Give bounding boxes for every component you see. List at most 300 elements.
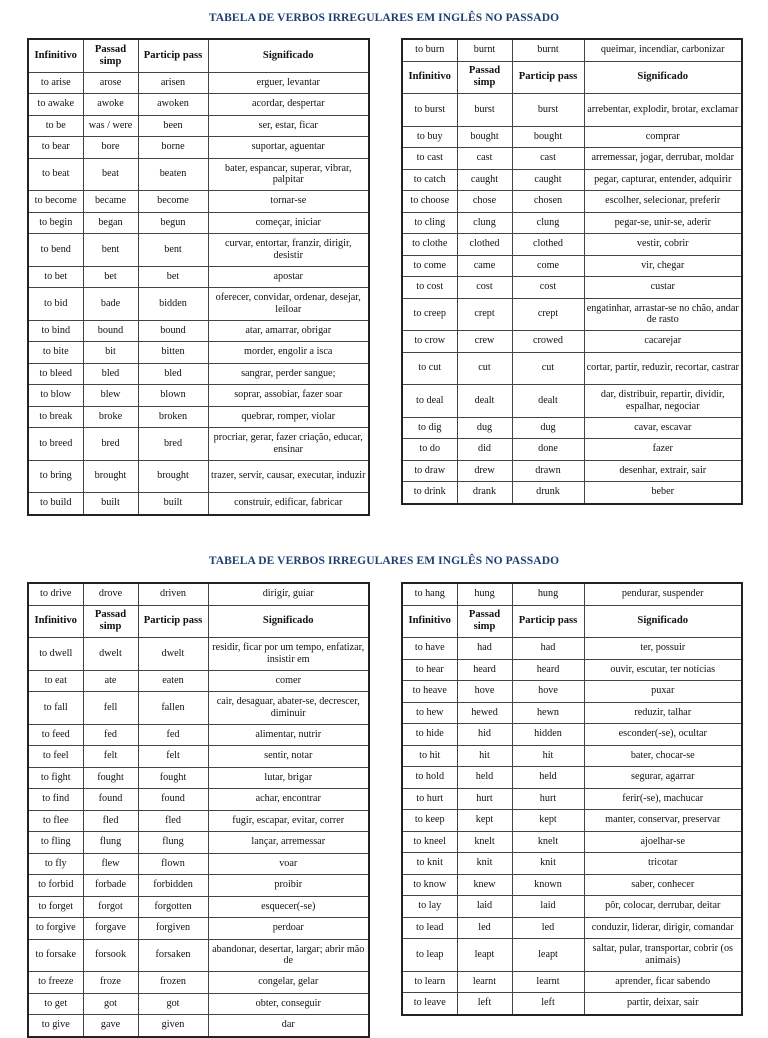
table-row (28, 363, 369, 385)
cell-meaning: saber, conhecer (584, 874, 742, 896)
cell-past-simple: left (457, 993, 512, 1015)
cell-past-participle: hung (512, 583, 584, 605)
cell-meaning: atar, amarrar, obrigar (208, 320, 369, 342)
table-row (402, 745, 742, 767)
cell-past-simple: built (83, 493, 138, 515)
cell-past-simple: blew (83, 385, 138, 407)
cell-meaning: lançar, arremessar (208, 832, 369, 854)
cell-infinitive: to bid (28, 288, 83, 321)
cell-meaning: erguer, levantar (208, 72, 369, 94)
cell-past-participle: forgotten (138, 896, 208, 918)
cell-past-participle: been (138, 115, 208, 137)
cell-infinitive: to hang (402, 583, 457, 605)
cell-infinitive: to cut (402, 352, 457, 385)
cell-infinitive: to bring (28, 460, 83, 493)
table-row (402, 191, 742, 213)
table-row (402, 917, 742, 939)
cell-past-simple: forsook (83, 939, 138, 972)
cell-past-participle: got (138, 993, 208, 1015)
cell-past-simple: knew (457, 874, 512, 896)
cell-past-simple: learnt (457, 971, 512, 993)
page-title: TABELA DE VERBOS IRREGULARES EM INGLÊS NO PASSADO (208, 555, 560, 567)
cell-meaning: pegar, capturar, entender, adquirir (584, 169, 742, 191)
cell-past-participle: flown (138, 853, 208, 875)
cell-past-simple: arose (83, 72, 138, 94)
cell-meaning: manter, conservar, preservar (584, 810, 742, 832)
table-row (402, 853, 742, 875)
cell-infinitive: to begin (28, 212, 83, 234)
header-row (28, 605, 369, 638)
cell-infinitive: to forsake (28, 939, 83, 972)
cell-infinitive: to drive (28, 583, 83, 605)
cell-infinitive: to cast (402, 148, 457, 170)
cell-past-participle: laid (512, 896, 584, 918)
cell-past-participle: become (138, 191, 208, 213)
cell-infinitive: to feed (28, 724, 83, 746)
cell-past-simple: dwelt (83, 638, 138, 671)
cell-infinitive: to forgive (28, 918, 83, 940)
table-row (28, 191, 369, 213)
cell-past-participle: beaten (138, 158, 208, 191)
cell-past-simple: bought (457, 126, 512, 148)
cell-past-simple: bled (83, 363, 138, 385)
cell-infinitive: to leave (402, 993, 457, 1015)
cell-past-simple: held (457, 767, 512, 789)
cell-past-simple: flew (83, 853, 138, 875)
cell-past-participle: caught (512, 169, 584, 191)
cell-past-participle: dwelt (138, 638, 208, 671)
table-row (402, 482, 742, 504)
cell-past-participle: hurt (512, 788, 584, 810)
cell-past-participle: bidden (138, 288, 208, 321)
table-row (402, 385, 742, 418)
cell-meaning: pegar-se, unir-se, aderir (584, 212, 742, 234)
cell-infinitive: to kneel (402, 831, 457, 853)
cell-past-participle: had (512, 638, 584, 660)
cell-infinitive: to fling (28, 832, 83, 854)
cell-past-participle: brought (138, 460, 208, 493)
cell-infinitive: to know (402, 874, 457, 896)
cell-meaning: cair, desaguar, abater-se, decrescer, diminuir (208, 692, 369, 725)
cell-past-simple: crept (457, 298, 512, 331)
cell-meaning: segurar, agarrar (584, 767, 742, 789)
table-row (28, 1015, 369, 1037)
verbs-table (401, 582, 743, 1016)
table-row (402, 417, 742, 439)
cell-past-simple: hewed (457, 702, 512, 724)
table-row (28, 670, 369, 692)
table-row (28, 832, 369, 854)
table-row (28, 385, 369, 407)
cell-meaning: voar (208, 853, 369, 875)
cell-past-participle: arisen (138, 72, 208, 94)
table-row (28, 158, 369, 191)
header-row (402, 605, 742, 638)
cell-meaning: abandonar, desertar, largar; abrir mão de (208, 939, 369, 972)
cell-meaning: vir, chegar (584, 255, 742, 277)
cell-infinitive: to be (28, 115, 83, 137)
cell-infinitive: to flee (28, 810, 83, 832)
cell-past-participle: leapt (512, 939, 584, 972)
cell-past-simple: clung (457, 212, 512, 234)
cell-meaning: congelar, gelar (208, 972, 369, 994)
cell-past-participle: heard (512, 659, 584, 681)
cell-past-simple: cast (457, 148, 512, 170)
cell-past-simple: fed (83, 724, 138, 746)
cell-past-simple: drank (457, 482, 512, 504)
cell-past-participle: cost (512, 277, 584, 299)
table-row (402, 788, 742, 810)
column-header: Significado (584, 61, 742, 94)
cell-past-participle: fallen (138, 692, 208, 725)
cell-past-participle: come (512, 255, 584, 277)
cell-infinitive: to hew (402, 702, 457, 724)
cell-past-participle: held (512, 767, 584, 789)
cell-past-simple: forbade (83, 875, 138, 897)
table-row (28, 212, 369, 234)
cell-infinitive: to bear (28, 137, 83, 159)
page-title: TABELA DE VERBOS IRREGULARES EM INGLÊS NO PASSADO (208, 12, 560, 24)
cell-meaning: engatinhar, arrastar-se no chão, andar de rasto (584, 298, 742, 331)
table-row (402, 767, 742, 789)
table-row (28, 789, 369, 811)
cell-past-participle: given (138, 1015, 208, 1037)
cell-past-simple: came (457, 255, 512, 277)
table-row (402, 659, 742, 681)
table-row (28, 875, 369, 897)
table-row (28, 320, 369, 342)
cell-infinitive: to keep (402, 810, 457, 832)
cell-meaning: tricotar (584, 853, 742, 875)
cell-meaning: quebrar, romper, violar (208, 406, 369, 428)
cell-past-simple: kept (457, 810, 512, 832)
cell-past-participle: knelt (512, 831, 584, 853)
cell-infinitive: to learn (402, 971, 457, 993)
cell-past-participle: fed (138, 724, 208, 746)
cell-meaning: ferir(-se), machucar (584, 788, 742, 810)
cell-infinitive: to get (28, 993, 83, 1015)
table-row (28, 460, 369, 493)
cell-infinitive: to hurt (402, 788, 457, 810)
table-row (28, 993, 369, 1015)
table-row (28, 767, 369, 789)
cell-meaning: dar (208, 1015, 369, 1037)
table-row (28, 493, 369, 515)
cell-past-simple: brought (83, 460, 138, 493)
table-row (402, 681, 742, 703)
cell-meaning: puxar (584, 681, 742, 703)
cell-past-simple: found (83, 789, 138, 811)
cell-past-participle: fought (138, 767, 208, 789)
cell-meaning: procriar, gerar, fazer criação, educar, ensinar (208, 428, 369, 461)
cell-infinitive: to fight (28, 767, 83, 789)
cell-meaning: custar (584, 277, 742, 299)
cell-meaning: desenhar, extrair, sair (584, 460, 742, 482)
cell-past-participle: bound (138, 320, 208, 342)
cell-past-participle: hove (512, 681, 584, 703)
cell-meaning: aprender, ficar sabendo (584, 971, 742, 993)
cell-meaning: reduzir, talhar (584, 702, 742, 724)
cell-past-simple: drove (83, 583, 138, 605)
cell-meaning: dirigir, guiar (208, 583, 369, 605)
cell-past-simple: had (457, 638, 512, 660)
table-row (28, 638, 369, 671)
cell-past-simple: hurt (457, 788, 512, 810)
table-row (402, 874, 742, 896)
cell-past-simple: became (83, 191, 138, 213)
cell-infinitive: to drink (402, 482, 457, 504)
cell-past-participle: bred (138, 428, 208, 461)
cell-past-simple: crew (457, 331, 512, 353)
cell-infinitive: to heave (402, 681, 457, 703)
table-row (28, 939, 369, 972)
cell-meaning: achar, encontrar (208, 789, 369, 811)
cell-meaning: queimar, incendiar, carbonizar (584, 39, 742, 61)
cell-past-participle: awoken (138, 94, 208, 116)
cell-past-simple: flung (83, 832, 138, 854)
cell-past-simple: fled (83, 810, 138, 832)
table-row (28, 137, 369, 159)
table-row (28, 94, 369, 116)
cell-infinitive: to fly (28, 853, 83, 875)
cell-infinitive: to blow (28, 385, 83, 407)
table-row (402, 993, 742, 1015)
cell-past-participle: kept (512, 810, 584, 832)
table-row (28, 810, 369, 832)
cell-infinitive: to cost (402, 277, 457, 299)
cell-past-simple: froze (83, 972, 138, 994)
cell-past-participle: crept (512, 298, 584, 331)
cell-past-simple: bade (83, 288, 138, 321)
cell-past-simple: felt (83, 746, 138, 768)
cell-meaning: acordar, despertar (208, 94, 369, 116)
cell-meaning: sentir, notar (208, 746, 369, 768)
cell-infinitive: to hide (402, 724, 457, 746)
header-row (28, 39, 369, 72)
cell-past-simple: began (83, 212, 138, 234)
cell-infinitive: to find (28, 789, 83, 811)
cell-infinitive: to eat (28, 670, 83, 692)
cell-past-participle: led (512, 917, 584, 939)
cell-infinitive: to lead (402, 917, 457, 939)
cell-meaning: esconder(-se), ocultar (584, 724, 742, 746)
cell-past-simple: was / were (83, 115, 138, 137)
verbs-table (27, 38, 370, 516)
cell-meaning: ter, possuir (584, 638, 742, 660)
cell-past-participle: cast (512, 148, 584, 170)
cell-infinitive: to break (28, 406, 83, 428)
cell-infinitive: to awake (28, 94, 83, 116)
cell-meaning: cortar, partir, reduzir, recortar, castrar (584, 352, 742, 385)
column-header: Passad simp (83, 605, 138, 638)
cell-infinitive: to bleed (28, 363, 83, 385)
table-row (402, 148, 742, 170)
table-row (402, 810, 742, 832)
table-row (402, 169, 742, 191)
cell-meaning: tornar-se (208, 191, 369, 213)
cell-meaning: beber (584, 482, 742, 504)
table-row (28, 72, 369, 94)
column-header: Passad simp (83, 39, 138, 72)
cell-infinitive: to hit (402, 745, 457, 767)
cell-past-participle: begun (138, 212, 208, 234)
table-row (28, 406, 369, 428)
column-header: Infinitivo (28, 605, 83, 638)
cell-past-simple: hung (457, 583, 512, 605)
verbs-table (27, 582, 370, 1038)
table-row (402, 234, 742, 256)
cell-meaning: perdoar (208, 918, 369, 940)
cell-meaning: alimentar, nutrir (208, 724, 369, 746)
cell-meaning: soprar, assobiar, fazer soar (208, 385, 369, 407)
table-row (402, 126, 742, 148)
cell-past-participle: cut (512, 352, 584, 385)
cell-meaning: construir, edificar, fabricar (208, 493, 369, 515)
cell-infinitive: to build (28, 493, 83, 515)
cell-infinitive: to dig (402, 417, 457, 439)
table-row (402, 831, 742, 853)
cell-past-simple: knelt (457, 831, 512, 853)
cell-meaning: arrebentar, explodir, brotar, exclamar (584, 94, 742, 127)
cell-infinitive: to arise (28, 72, 83, 94)
cell-past-simple: beat (83, 158, 138, 191)
cell-past-simple: burnt (457, 39, 512, 61)
cell-meaning: obter, conseguir (208, 993, 369, 1015)
cell-past-simple: hit (457, 745, 512, 767)
table-row (28, 746, 369, 768)
cell-infinitive: to bind (28, 320, 83, 342)
table-row (402, 212, 742, 234)
cell-past-simple: bit (83, 342, 138, 364)
cell-past-participle: felt (138, 746, 208, 768)
cell-past-simple: bound (83, 320, 138, 342)
cell-past-participle: burnt (512, 39, 584, 61)
cell-past-simple: bet (83, 266, 138, 288)
column-header: Passad simp (457, 61, 512, 94)
column-header: Particip pass (138, 605, 208, 638)
cell-infinitive: to give (28, 1015, 83, 1037)
cell-past-simple: burst (457, 94, 512, 127)
column-header: Significado (584, 605, 742, 638)
cell-past-simple: heard (457, 659, 512, 681)
table-row (402, 352, 742, 385)
cell-infinitive: to draw (402, 460, 457, 482)
table-row (28, 896, 369, 918)
cell-past-participle: frozen (138, 972, 208, 994)
cell-past-simple: cut (457, 352, 512, 385)
cell-past-participle: forbidden (138, 875, 208, 897)
column-header: Significado (208, 39, 369, 72)
cell-infinitive: to forget (28, 896, 83, 918)
cell-meaning: bater, espancar, superar, vibrar, palpitar (208, 158, 369, 191)
table-row (402, 331, 742, 353)
cell-meaning: vestir, cobrir (584, 234, 742, 256)
cell-meaning: pôr, colocar, derrubar, deitar (584, 896, 742, 918)
cell-meaning: pendurar, suspender (584, 583, 742, 605)
cell-infinitive: to buy (402, 126, 457, 148)
cell-past-participle: done (512, 439, 584, 461)
cell-infinitive: to cling (402, 212, 457, 234)
table-row (402, 277, 742, 299)
column-header: Infinitivo (402, 61, 457, 94)
cell-infinitive: to knit (402, 853, 457, 875)
cell-meaning: lutar, brigar (208, 767, 369, 789)
cell-meaning: ouvir, escutar, ter notícias (584, 659, 742, 681)
table-row (28, 115, 369, 137)
cell-past-participle: blown (138, 385, 208, 407)
cell-past-simple: dug (457, 417, 512, 439)
cell-past-simple: cost (457, 277, 512, 299)
table-row (402, 583, 742, 605)
cell-meaning: saltar, pular, transportar, cobrir (os animais) (584, 939, 742, 972)
cell-infinitive: to breed (28, 428, 83, 461)
cell-past-simple: clothed (457, 234, 512, 256)
cell-meaning: suportar, aguentar (208, 137, 369, 159)
table-row (402, 298, 742, 331)
cell-past-simple: forgave (83, 918, 138, 940)
cell-infinitive: to burst (402, 94, 457, 127)
cell-meaning: comer (208, 670, 369, 692)
cell-meaning: comprar (584, 126, 742, 148)
cell-meaning: sangrar, perder sangue; (208, 363, 369, 385)
cell-infinitive: to fall (28, 692, 83, 725)
table-row (402, 255, 742, 277)
column-header: Infinitivo (28, 39, 83, 72)
cell-past-participle: learnt (512, 971, 584, 993)
cell-infinitive: to crow (402, 331, 457, 353)
cell-meaning: fugir, escapar, evitar, correr (208, 810, 369, 832)
table-row (28, 428, 369, 461)
cell-infinitive: to bend (28, 234, 83, 267)
cell-past-participle: bled (138, 363, 208, 385)
table-row (402, 39, 742, 61)
cell-past-simple: hid (457, 724, 512, 746)
cell-infinitive: to come (402, 255, 457, 277)
column-header: Particip pass (512, 605, 584, 638)
header-row (402, 61, 742, 94)
cell-past-participle: left (512, 993, 584, 1015)
table-row (28, 342, 369, 364)
cell-past-simple: fought (83, 767, 138, 789)
table-row (28, 288, 369, 321)
cell-infinitive: to burn (402, 39, 457, 61)
cell-past-participle: found (138, 789, 208, 811)
cell-past-participle: bought (512, 126, 584, 148)
cell-infinitive: to hear (402, 659, 457, 681)
cell-infinitive: to do (402, 439, 457, 461)
cell-past-participle: clothed (512, 234, 584, 256)
cell-infinitive: to bet (28, 266, 83, 288)
table-row (402, 460, 742, 482)
table-row (402, 971, 742, 993)
cell-meaning: apostar (208, 266, 369, 288)
cell-past-participle: burst (512, 94, 584, 127)
table-row (402, 939, 742, 972)
table-row (28, 853, 369, 875)
cell-infinitive: to creep (402, 298, 457, 331)
cell-past-participle: built (138, 493, 208, 515)
cell-past-simple: ate (83, 670, 138, 692)
cell-infinitive: to become (28, 191, 83, 213)
cell-meaning: morder, engolir a isca (208, 342, 369, 364)
column-header: Particip pass (138, 39, 208, 72)
cell-infinitive: to feel (28, 746, 83, 768)
cell-past-participle: drawn (512, 460, 584, 482)
cell-past-simple: dealt (457, 385, 512, 418)
cell-past-simple: broke (83, 406, 138, 428)
cell-infinitive: to deal (402, 385, 457, 418)
cell-past-participle: bent (138, 234, 208, 267)
